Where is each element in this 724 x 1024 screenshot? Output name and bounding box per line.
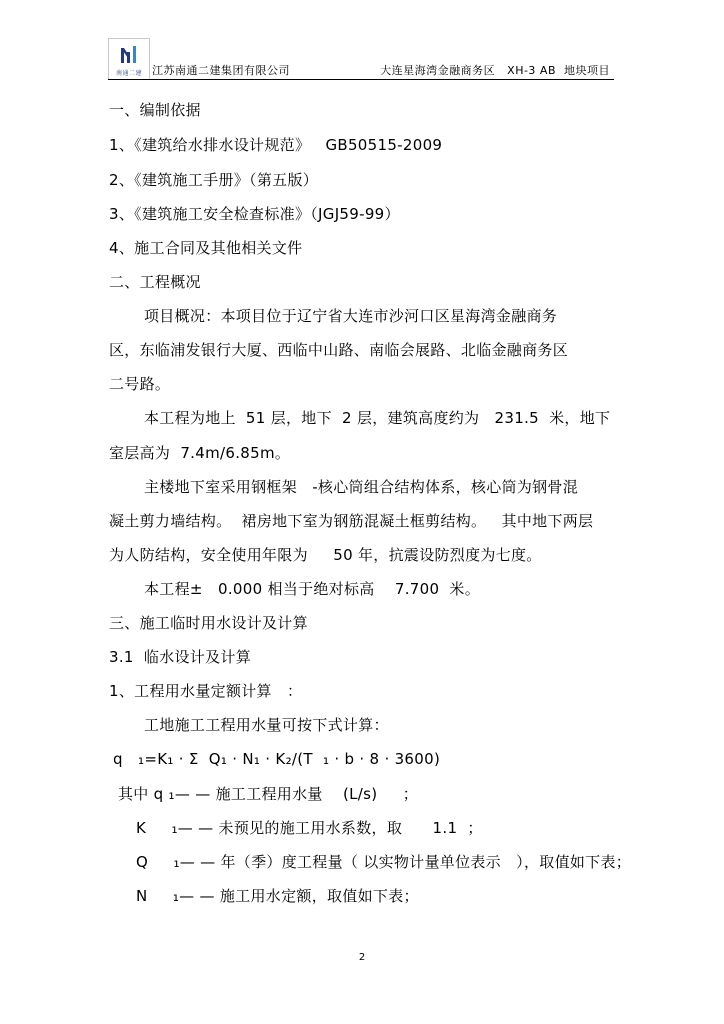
paragraph-line: 区，东临浦发银行大厦、西临中山路、南临会展路、北临金融商务区 bbox=[109, 341, 569, 359]
paragraph-line: 项目概况：本项目位于辽宁省大连市沙河口区星海湾金融商务 bbox=[144, 307, 558, 325]
project-name: 大连星海湾金融商务区 XH-3 AB 地块项目 bbox=[380, 64, 610, 77]
formula-definition: 其中 q ₁— — 施工工程用水量 (L/s) ； bbox=[118, 785, 419, 803]
formula-definition: K ₁— — 未预见的施工用水系数，取 1.1 ； bbox=[136, 819, 483, 837]
formula-definition: N ₁— — 施工用水定额，取值如下表； bbox=[136, 887, 419, 905]
paragraph-line: 二号路。 bbox=[109, 375, 171, 393]
header-rule bbox=[108, 79, 614, 80]
formula-definition: Q ₁— — 年（季）度工程量（ 以实物计量单位表示 ），取值如下表； bbox=[136, 853, 632, 871]
company-name: 江苏南通二建集团有限公司 bbox=[152, 64, 290, 77]
paragraph-line: 凝土剪力墙结构。 裙房地下室为钢筋混凝土框剪结构。 其中地下两层 bbox=[109, 512, 594, 530]
paragraph-line: 主楼地下室采用钢框架 -核心筒组合结构体系，核心筒为钢骨混 bbox=[144, 478, 579, 496]
paragraph-line: 室层高为 7.4m/6.85m。 bbox=[109, 444, 291, 462]
company-logo bbox=[108, 38, 150, 80]
paragraph-line: 工地施工工程用水量可按下式计算： bbox=[144, 716, 389, 734]
logo-text: 南通二建 bbox=[115, 70, 142, 77]
reference-item-4: 4、施工合同及其他相关文件 bbox=[109, 239, 303, 257]
reference-item-1: 1、《建筑给水排水设计规范》 GB50515-2009 bbox=[109, 136, 443, 154]
logo-mark-icon bbox=[118, 45, 140, 65]
reference-item-3: 3、《建筑施工安全检查标准》（JGJ59-99） bbox=[109, 205, 400, 223]
paragraph-line: 为人防结构，安全使用年限为 50 年，抗震设防烈度为七度。 bbox=[109, 546, 542, 564]
page-header bbox=[108, 34, 614, 80]
subsection-heading: 3.1 临水设计及计算 bbox=[109, 648, 251, 666]
reference-item-2: 2、《建筑施工手册》（第五版） bbox=[109, 171, 319, 189]
paragraph-line: 本工程为地上 51 层，地下 2 层，建筑高度约为 231.5 米，地下 bbox=[144, 409, 611, 427]
item-heading: 1、工程用水量定额计算 ： bbox=[109, 682, 303, 700]
formula: q ₁=K₁ · Σ Q₁ · N₁ · K₂/(T ₁ · b · 8 · 3600) bbox=[113, 750, 441, 768]
paragraph-line: 本工程± 0.000 相当于绝对标高 7.700 米。 bbox=[144, 580, 481, 598]
page-number: 2 bbox=[358, 952, 366, 963]
section-heading-3: 三、施工临时用水设计及计算 bbox=[109, 614, 308, 632]
section-heading-1: 一、编制依据 bbox=[109, 101, 201, 119]
section-heading-2: 二、工程概况 bbox=[109, 273, 201, 291]
